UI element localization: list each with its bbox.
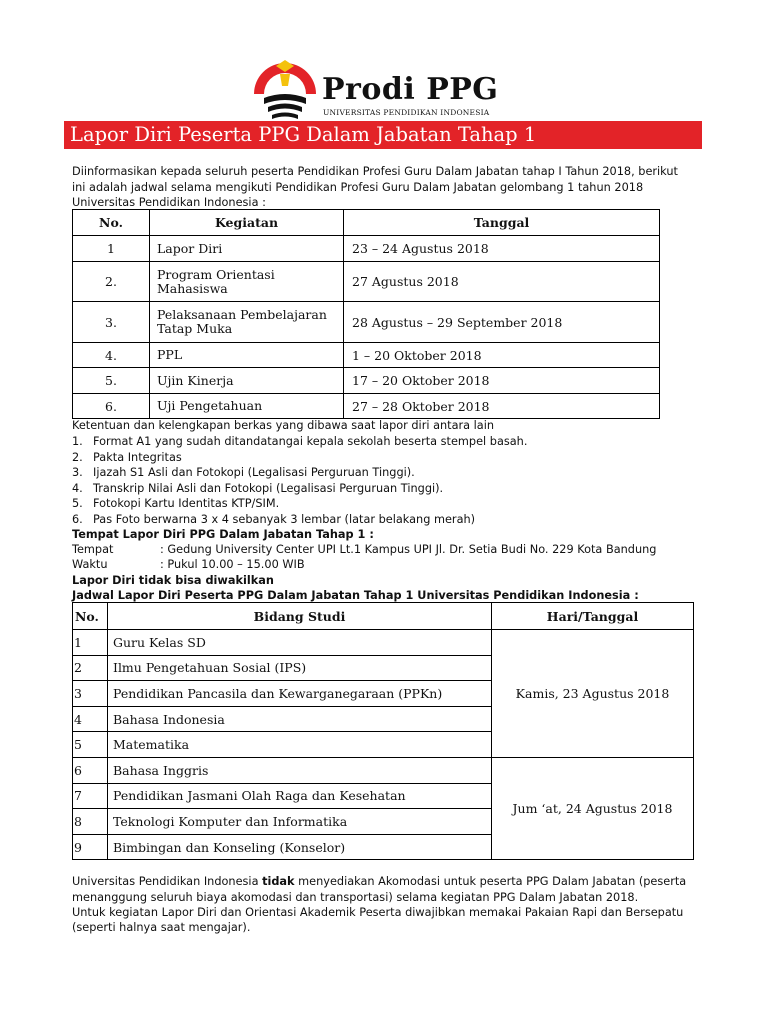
cell-kegiatan: PPL (150, 343, 344, 368)
cell-no: 8 (73, 809, 108, 835)
list-number: 3. (72, 466, 83, 480)
cell-bidang: Teknologi Komputer dan Informatika (108, 809, 492, 835)
list-text: Pas Foto berwarna 3 x 4 sebanyak 3 lembar (latar belakang merah) (93, 512, 476, 526)
cell-bidang: Bimbingan dan Konseling (Konselor) (108, 834, 492, 860)
venue-place-value: : Gedung University Center UPI Lt.1 Kampus UPI Jl. Dr. Setia Budi No. 229 Kota Bandung (160, 543, 657, 556)
title-banner (64, 121, 702, 149)
cell-tanggal: 28 Agustus – 29 September 2018 (344, 302, 660, 343)
cell-kegiatan-line: Tatap Muka (157, 321, 233, 336)
list-number: 4. (72, 481, 83, 495)
list-text: Format A1 yang sudah ditandatangai kepala sekolah beserta stempel basah. (93, 435, 528, 448)
cell-no: 1 (73, 236, 150, 262)
table-row (73, 302, 660, 343)
cell-no: 4. (73, 343, 150, 368)
venue-note: Lapor Diri tidak bisa diwakilkan (72, 574, 274, 587)
footer-line-3: Untuk kegiatan Lapor Diri dan Orientasi Akademik Peserta diwajibkan memakai Pakaian Rapi dan Bersepatu (72, 906, 684, 919)
list-number: 1. (72, 435, 83, 448)
footer-line-1 (72, 874, 686, 890)
cell-no: 5 (73, 732, 108, 758)
cell-kegiatan: Uji Pengetahuan (150, 394, 344, 419)
cell-tanggal: 27 – 28 Oktober 2018 (344, 394, 660, 419)
table-row (73, 343, 660, 368)
intro-line-1: Diinformasikan kepada seluruh peserta Pendidikan Profesi Guru Dalam Jabatan tahap I Tahun 2018, berikut (72, 165, 678, 178)
cell-kegiatan-line: Mahasiswa (157, 280, 228, 296)
list-item (72, 496, 527, 512)
cell-bidang: Bahasa Indonesia (108, 706, 492, 732)
cell-no: 7 (73, 783, 108, 809)
table-row (73, 262, 660, 302)
intro-line-3: Universitas Pendidikan Indonesia : (72, 196, 266, 209)
list-text: Ijazah S1 Asli dan Fotokopi (Legalisasi Perguruan Tinggi). (93, 466, 415, 480)
cell-date-group-1: Kamis, 23 Agustus 2018 (492, 630, 694, 758)
header-hari-tanggal: Hari/Tanggal (492, 603, 694, 630)
cell-no: 1 (73, 630, 108, 656)
header-tanggal: Tanggal (344, 210, 660, 236)
cell-no: 3. (73, 302, 150, 343)
cell-kegiatan-line: Pelaksanaan Pembelajaran (157, 307, 327, 322)
list-item (72, 512, 527, 528)
list-item (72, 465, 527, 481)
table-row (73, 757, 694, 783)
footer-line-2: menanggung seluruh biaya akomodasi dan transportasi) selama kegiatan PPG Dalam Jabatan 2018. (72, 891, 639, 904)
field-schedule-heading: Jadwal Lapor Diri Peserta PPG Dalam Jabatan Tahap 1 Universitas Pendidikan Indonesia : (72, 589, 639, 602)
requirements-list (72, 434, 527, 528)
cell-date-group-2: Jum ‘at, 24 Agustus 2018 (492, 757, 694, 859)
list-number: 2. (72, 450, 83, 464)
header-bidang-studi: Bidang Studi (108, 603, 492, 630)
cell-kegiatan (150, 262, 344, 302)
cell-tanggal: 17 – 20 Oktober 2018 (344, 368, 660, 394)
header-kegiatan: Kegiatan (150, 210, 344, 236)
footer-text: Universitas Pendidikan Indonesia (72, 875, 263, 888)
table-header-row (73, 210, 660, 236)
table-row (73, 630, 694, 656)
footer-emphasis: tidak (262, 875, 295, 888)
list-item (72, 450, 527, 466)
cell-no: 4 (73, 706, 108, 732)
table-row (73, 368, 660, 394)
list-item (72, 434, 527, 450)
list-text: Fotokopi Kartu Identitas KTP/SIM. (93, 497, 280, 511)
table-header-row (73, 603, 694, 630)
venue-time-label: Waktu (72, 558, 108, 571)
venue-time-value: : Pukul 10.00 – 15.00 WIB (160, 558, 305, 571)
cell-bidang: Bahasa Inggris (108, 757, 492, 783)
cell-bidang: Pendidikan Jasmani Olah Raga dan Kesehatan (108, 783, 492, 809)
list-item (72, 481, 527, 497)
cell-no: 3 (73, 681, 108, 707)
cell-no: 5. (73, 368, 150, 394)
table-row (73, 236, 660, 262)
cell-bidang: Pendidikan Pancasila dan Kewarganegaraan (PPKn) (108, 681, 492, 707)
logo-title: Prodi PPG (322, 72, 499, 107)
cell-no: 2. (73, 262, 150, 302)
requirements-heading: Ketentuan dan kelengkapan berkas yang dibawa saat lapor diri antara lain (72, 419, 495, 432)
list-number: 5. (72, 497, 83, 511)
field-schedule-table (72, 602, 694, 860)
cell-kegiatan: Ujin Kinerja (150, 368, 344, 394)
schedule-table (72, 209, 660, 419)
header-no: No. (73, 603, 108, 630)
prodi-ppg-logo (250, 60, 520, 120)
cell-tanggal: 27 Agustus 2018 (344, 262, 660, 302)
logo-subtitle: UNIVERSITAS PENDIDIKAN INDONESIA (323, 108, 490, 117)
list-text: Transkrip Nilai Asli dan Fotokopi (Legalisasi Perguruan Tinggi). (93, 481, 444, 495)
list-text: Pakta Integritas (93, 450, 182, 464)
footer-text: menyediakan Akomodasi untuk peserta PPG Dalam Jabatan (peserta (294, 875, 687, 888)
cell-no: 6. (73, 394, 150, 419)
header-no: No. (73, 210, 150, 236)
cell-tanggal: 1 – 20 Oktober 2018 (344, 343, 660, 368)
footer-line-4: (seperti halnya saat mengajar). (72, 921, 251, 934)
list-number: 6. (72, 512, 83, 526)
intro-line-2: ini adalah jadwal selama mengikuti Pendidikan Profesi Guru Dalam Jabatan gelombang 1 tahun 2018 (72, 181, 644, 194)
cell-kegiatan-line: Program Orientasi (157, 266, 275, 282)
cell-no: 9 (73, 834, 108, 860)
cell-no: 2 (73, 655, 108, 681)
venue-heading: Tempat Lapor Diri PPG Dalam Jabatan Tahap 1 : (72, 528, 374, 541)
cell-kegiatan (150, 302, 344, 343)
page-title: Lapor Diri Peserta PPG Dalam Jabatan Tahap 1 (70, 123, 537, 146)
cell-bidang: Matematika (108, 732, 492, 758)
upi-emblem-icon (250, 60, 320, 122)
cell-kegiatan: Lapor Diri (150, 236, 344, 262)
cell-tanggal: 23 – 24 Agustus 2018 (344, 236, 660, 262)
cell-bidang: Ilmu Pengetahuan Sosial (IPS) (108, 655, 492, 681)
table-row (73, 394, 660, 419)
venue-place-label: Tempat (72, 543, 114, 556)
cell-bidang: Guru Kelas SD (108, 630, 492, 656)
cell-no: 6 (73, 757, 108, 783)
